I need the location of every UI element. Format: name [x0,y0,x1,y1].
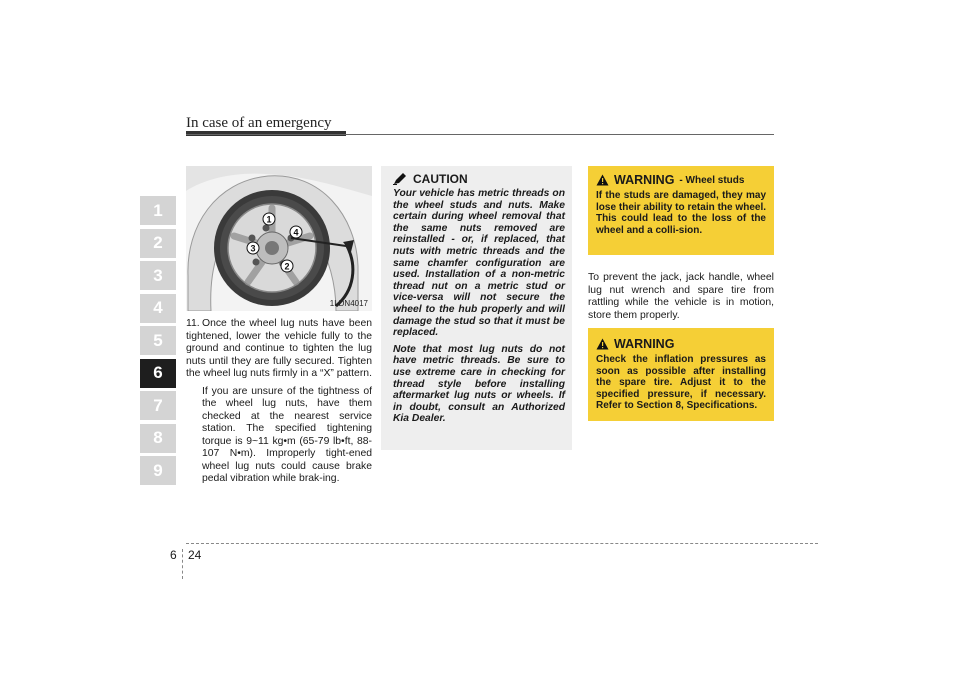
step-text: Once the wheel lug nuts have been tightened, lower the vehicle fully to the ground and continue to tighten the lug nuts until they are fully secured. Tighten the wheel lug nuts firmly in a “X” pattern. [186,318,372,379]
caution-paragraph-1: Your vehicle has metric threads on the wheel studs and nuts. Make certain during wheel removal that the same nuts removed are reinstalled - or, if replaced, that nuts with metric threads and the same chamfer configuration are used. Installation of a non-metric thread nut on a metric stud or vice-versa will not secure the wheel to the hub properly and will damage the stud so that it must be replaced. [393,188,565,339]
step-number: 11. [186,318,200,329]
step-11 [186,318,372,491]
header-rule [186,134,774,135]
chapter-tabs [140,196,180,489]
storage-paragraph: To prevent the jack, jack handle, wheel lug nut wrench and spare tire from rattling while the vehicle is in motion, store them properly. [588,272,774,321]
chapter-tab-7[interactable]: 7 [140,391,176,420]
caution-box [381,166,572,450]
nut-label-4: 4 [293,227,299,238]
chapter-tab-1[interactable]: 1 [140,196,176,225]
wheel-lug-nut-diagram [186,166,372,311]
caution-body [393,188,565,430]
warning-triangle-icon [596,174,609,186]
step-text-2: If you are unsure of the tightness of the wheel lug nuts, have them checked at the nearest service station. The specified tightening torque is 9~11 kg•m (65-79 lb•ft, 88-107 N•m). Improperly tight-ened wheel lug nuts could cause brake pedal vibration while brak-ing. [202,385,372,484]
chapter-tab-2[interactable]: 2 [140,229,176,258]
chapter-tab-9[interactable]: 9 [140,456,176,485]
footer-page-number: 24 [188,548,202,562]
chapter-tab-3[interactable]: 3 [140,261,176,290]
warning-inflation-box [588,328,774,421]
warning-header [596,337,766,351]
chapter-tab-6[interactable]: 6 [140,359,176,388]
nut-label-2: 2 [284,261,290,272]
footer-rule [186,543,818,544]
warning-title: WARNING [614,173,675,187]
chapter-tab-5[interactable]: 5 [140,326,176,355]
warning-header [596,173,766,187]
caution-pencil-icon [393,173,407,185]
chapter-tab-8[interactable]: 8 [140,424,176,453]
warning-wheel-studs-box [588,166,774,255]
nut-label-3: 3 [250,243,256,254]
warning-subtitle: - Wheel studs [679,174,745,186]
nut-label-1: 1 [266,214,272,225]
footer-chapter-number: 6 [170,548,177,562]
caution-header [393,172,468,186]
warning-triangle-icon [596,338,609,350]
chapter-tab-4[interactable]: 4 [140,294,176,323]
warning-text: If the studs are damaged, they may lose their ability to retain the wheel. This could lead to the loss of the wheel and a colli-sion. [596,190,766,236]
footer-divider [182,549,183,579]
figure-caption: 1LDN4017 [329,299,368,308]
caution-paragraph-2: Note that most lug nuts do not have metric threads. Be sure to use extreme care in checking for thread style before installing aftermarket lug nuts or wheels. If in doubt, consult an Authorized Kia Dealer. [393,343,565,425]
wheel-illustration [186,166,372,311]
caution-title: CAUTION [413,172,468,186]
page-header-title: In case of an emergency [186,115,332,131]
warning-title: WARNING [614,337,675,351]
warning-text: Check the inflation pressures as soon as possible after installing the spare tire. Adjust it to the specified pressure, if necessary. Refer to Section 8, Specifications. [596,354,766,412]
